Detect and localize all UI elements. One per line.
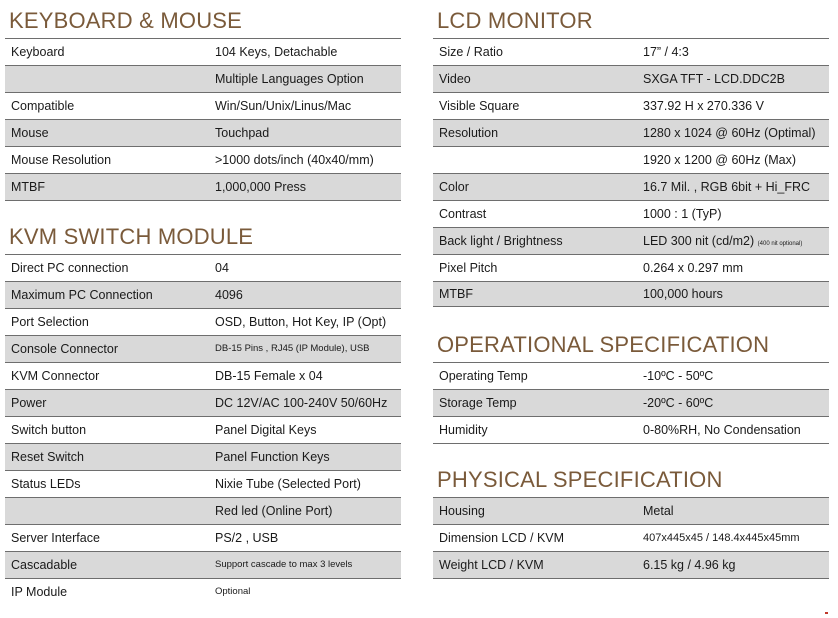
row-key: MTBF [11,180,46,194]
row-key: Switch button [11,423,87,437]
row-key: Video [439,72,471,86]
table-row [5,417,401,444]
table-row [5,309,401,336]
row-key: Color [439,180,469,194]
table-row [433,147,829,174]
row-key: Mouse [11,126,49,140]
keyboard-mouse-section [5,6,401,201]
row-value: 17” / 4:3 [643,45,689,59]
table-row [5,336,401,363]
row-key: Keyboard [11,45,65,59]
row-value-group [643,228,802,257]
row-key: KVM Connector [11,369,100,383]
row-key: MTBF [439,287,474,301]
kvm-section [5,222,401,605]
row-value: -20ºC - 60ºC [643,396,714,410]
row-value: Metal [643,504,674,518]
row-key: Cascadable [11,558,78,572]
table-row [5,579,401,605]
row-value: DB-15 Female x 04 [215,369,323,383]
row-key: Power [11,396,47,410]
row-value: Support cascade to max 3 levels [215,559,353,570]
row-value: OSD, Button, Hot Key, IP (Opt) [215,315,387,329]
table-row [433,282,829,307]
row-value: 6.15 kg / 4.96 kg [643,558,736,572]
row-key: Back light / Brightness [439,234,563,248]
row-key: Console Connector [11,342,119,356]
table-row [5,39,401,66]
table-row [433,120,829,147]
table-row [5,363,401,390]
table-row [433,39,829,66]
table-row [5,498,401,525]
row-value: Optional [215,586,251,597]
section-title: PHYSICAL SPECIFICATION [437,467,723,492]
row-value: SXGA TFT - LCD.DDC2B [643,72,785,86]
table-row [5,282,401,309]
row-value: Nixie Tube (Selected Port) [215,477,361,491]
row-value: LED 300 nit (cd/m2) [643,234,755,248]
row-key: Visible Square [439,99,520,113]
table-row [433,174,829,201]
table-row [433,93,829,120]
row-key: IP Module [11,585,68,599]
table-row [433,552,829,579]
row-value: DC 12V/AC 100-240V 50/60Hz [215,396,388,410]
row-value: 1920 x 1200 @ 60Hz (Max) [643,153,797,167]
row-value: -10ºC - 50ºC [643,369,714,383]
row-key: Port Selection [11,315,89,329]
row-key: Status LEDs [11,477,81,491]
section-title: LCD MONITOR [437,8,593,33]
row-value: >1000 dots/inch (40x40/mm) [215,153,374,167]
row-value: 1,000,000 Press [215,180,307,194]
row-value: 407x445x45 / 148.4x445x45mm [643,532,800,544]
table-row [433,417,829,444]
physical-section [433,465,829,579]
row-key: Maximum PC Connection [11,288,153,302]
table-row [5,390,401,417]
table-row [433,525,829,552]
row-key: Reset Switch [11,450,84,464]
row-note: (400 nit optional) [757,241,803,247]
row-key: Operating Temp [439,369,528,383]
table-row [5,444,401,471]
operational-section [433,330,829,444]
table-row [433,390,829,417]
row-key: Compatible [11,99,75,113]
table-row [433,66,829,93]
row-key: Mouse Resolution [11,153,112,167]
row-key: Storage Temp [439,396,517,410]
row-key: Housing [439,504,485,518]
row-value: 100,000 hours [643,287,723,301]
row-key: Dimension LCD / KVM [439,531,565,545]
table-row [433,498,829,525]
row-value: Touchpad [215,126,270,140]
row-key: Resolution [439,126,499,140]
row-value: Panel Function Keys [215,450,330,464]
row-value: Panel Digital Keys [215,423,317,437]
row-value: 0.264 x 0.297 mm [643,261,744,275]
row-value: Win/Sun/Unix/Linus/Mac [215,99,352,113]
row-key: Contrast [439,207,487,221]
table-row [433,363,829,390]
table-row [5,552,401,579]
row-value: 104 Keys, Detachable [215,45,338,59]
row-value: 1280 x 1024 @ 60Hz (Optimal) [643,126,816,140]
row-value: Multiple Languages Option [215,72,364,86]
corner-mark [825,612,828,614]
row-value: 1000 : 1 (TyP) [643,207,722,221]
row-value: 04 [215,261,229,275]
table-row [433,255,829,282]
table-row [5,66,401,93]
lcd-section [433,6,829,307]
row-value: 4096 [215,288,243,302]
table-row [5,471,401,498]
table-row [433,201,829,228]
row-value: DB-15 Pins , RJ45 (IP Module), USB [215,343,370,354]
row-key: Weight LCD / KVM [439,558,544,572]
section-title: KVM SWITCH MODULE [9,224,254,249]
table-row [5,525,401,552]
row-value: Red led (Online Port) [215,504,333,518]
row-value: 16.7 Mil. , RGB 6bit + Hi_FRC [643,180,811,194]
row-value: 337.92 H x 270.336 V [643,99,764,113]
table-row [5,93,401,120]
table-row [5,120,401,147]
row-value: 0-80%RH, No Condensation [643,423,801,437]
table-row [433,228,829,255]
table-row [5,255,401,282]
row-key: Pixel Pitch [439,261,498,275]
row-key: Size / Ratio [439,45,503,59]
row-key: Direct PC connection [11,261,129,275]
row-key: Server Interface [11,531,100,545]
table-row [5,147,401,174]
section-title: OPERATIONAL SPECIFICATION [437,332,770,357]
row-key: Humidity [439,423,488,437]
section-title: KEYBOARD & MOUSE [9,8,243,33]
table-row [5,174,401,201]
row-value: PS/2 , USB [215,531,279,545]
